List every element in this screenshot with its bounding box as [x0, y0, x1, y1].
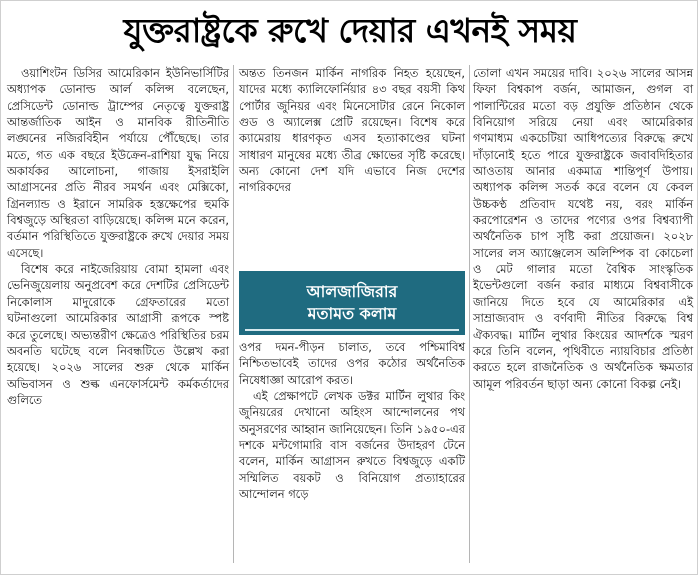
opinion-banner: [239, 271, 465, 335]
column-divider-left: [233, 65, 234, 563]
banner-line-2: মতামত কলাম: [307, 304, 397, 323]
headline: যুক্তরাষ্ট্রকে রুখে দেয়ার এখনই সময়: [123, 11, 577, 50]
paragraph: এই প্রেক্ষাপটে লেখক ডক্টর মার্টিন লুথার কিং জুনিয়রের দেখানো অহিংস আন্দোলনের পথ অনুসরণের আহ্বান জানিয়েছেন। তিনি ১৯৫০-এর দশকে মন্টগোমারি বাস বর্জনের উদাহরণ টেনে বলেন, মার্কিন আগ্রাসন রুখতে বিশ্বজুড়ে একটি সম্মিলিত বয়কট ও বিনিয়োগ প্রত্যাহারের আন্দোলন গড়ে: [239, 389, 465, 502]
article-column-2-lower: [239, 339, 465, 502]
paragraph: তোলা এখন সময়ের দাবি। ২০২৬ সালের আসন্ন ফিফা বিশ্বকাপ বর্জন, আমাজন, গুগল বা পালান্টিরের মতো বড় প্রযুক্তি প্রতিষ্ঠান থেকে বিনিয়োগ সরিয়ে নেয়া এবং আমেরিকার গণমাধ্যম একচেটিয়া আধিপত্যের বিরুদ্ধে রুখে দাঁড়ানোই হতে পারে যুক্তরাষ্ট্রকে জবাবদিহিতার আওতায় আনার একমাত্র শান্তিপূর্ণ উপায়। অধ্যাপক কলিন্স সতর্ক করে বলেন যে কেবল উচ্চকণ্ঠ প্রতিবাদ যথেষ্ট নয়, বরং মার্কিন করপোরেশন ও তাদের পণ্যের ওপর বিশ্বব্যাপী অর্থনৈতিক চাপ সৃষ্টি করা প্রয়োজন। ২০২৮ সালের লস অ্যাঞ্জেলেস অলিম্পিক বা কোচেলা ও মেট গালার মতো বৈশ্বিক সাংস্কৃতিক ইভেন্টগুলো বর্জন করার মাধ্যমে বিশ্ববাসীকে জানিয়ে দিতে হবে যে আমেরিকার এই সাম্রাজ্যবাদ ও বর্ণবাদী নীতির বিরুদ্ধে বিশ্ব ঐক্যবদ্ধ। মার্টিন লুথার কিংয়ের আদর্শকে স্মরণ করে তিনি বলেন, পৃথিবীতে ন্যায়বিচার প্রতিষ্ঠা করতে হলে রাজনৈতিক ও অর্থনৈতিক ক্ষমতার আমূল পরিবর্তন ছাড়া অন্য কোনো বিকল্প নেই।: [473, 66, 693, 391]
paragraph: ওয়াশিংটন ডিসির আমেরিকান ইউনিভার্সিটির অধ্যাপক ডোনাল্ড আর্ল কলিন্স বলেছেন, প্রেসিডেন্ট ডোনাল্ড ট্রাম্পের নেতৃত্বে যুক্তরাষ্ট্র আন্তর্জাতিক আইন ও মানবিক রীতিনীতি লঙ্ঘনের নজিরবিহীন পর্যায়ে পৌঁছেছে। তার মতে, গত এক বছরে ইউক্রেন-রাশিয়া যুদ্ধ নিয়ে অকার্যকর আলোচনা, গাজায় ইসরাইলি আগ্রাসনের প্রতি নীরব সমর্থন এবং মেক্সিকো, গ্রিনল্যান্ড ও ইরানে সামরিক হস্তক্ষেপের হুমকি বিশ্বজুড়ে অস্থিরতা বাড়িয়েছে। কলিন্স মনে করেন, বর্তমান পরিস্থিতিতে যুক্তরাষ্ট্রকে রুখে দেয়ার সময় এসেছে।: [7, 66, 229, 260]
column-divider-right: [469, 65, 470, 563]
paragraph: ওপর দমন-পীড়ন চালাত, তবে পশ্চিমাবিশ্ব নিশ্চিতভাবেই তাদের ওপর কঠোর অর্থনৈতিক নিষেধাজ্ঞা আরোপ করত।: [239, 340, 465, 387]
paragraph: অন্তত তিনজন মার্কিন নাগরিক নিহত হয়েছেন, যাদের মধ্যে ক্যালিফোর্নিয়ার ৪৩ বছর বয়সী কিথ পোর্টার জুনিয়র এবং মিনেসোটার রেনে নিকোল গুড ও অ্যালেক্স প্রেটি রয়েছেন। বিশেষ করে ক্যামেরায় ধারণকৃত এসব হত্যাকাণ্ডের ঘটনা সাধারণ মানুষের মধ্যে তীব্র ক্ষোভের সৃষ্টি করেছে। অন্য কোনো দেশ যদি এভাবে নিজ দেশের নাগরিকদের: [239, 66, 465, 195]
article-column-3: [473, 65, 693, 392]
article-column-1: [7, 65, 229, 408]
paragraph: বিশেষ করে নাইজেরিয়ায় বোমা হামলা এবং ভেনিজুয়েলায় অনুপ্রবেশ করে দেশটির প্রেসিডেন্ট নিকোলাস মাদুরোকে গ্রেফতারের মতো ঘটনাগুলো আমেরিকার আগ্রাসী রূপকে স্পষ্ট করে তুলেছে। অভ্যন্তরীণ ক্ষেত্রেও পরিস্থিতির চরম অবনতি ঘটেছে বলে নিবন্ধটিতে উল্লেখ করা হয়েছে। ২০২৬ সালের শুরু থেকে মার্কিন অভিবাসন ও শুল্ক এনফোর্সমেন্ট কর্মকর্তাদের গুলিতে: [7, 262, 229, 407]
banner-line-1: আলজাজিরার: [306, 282, 398, 301]
